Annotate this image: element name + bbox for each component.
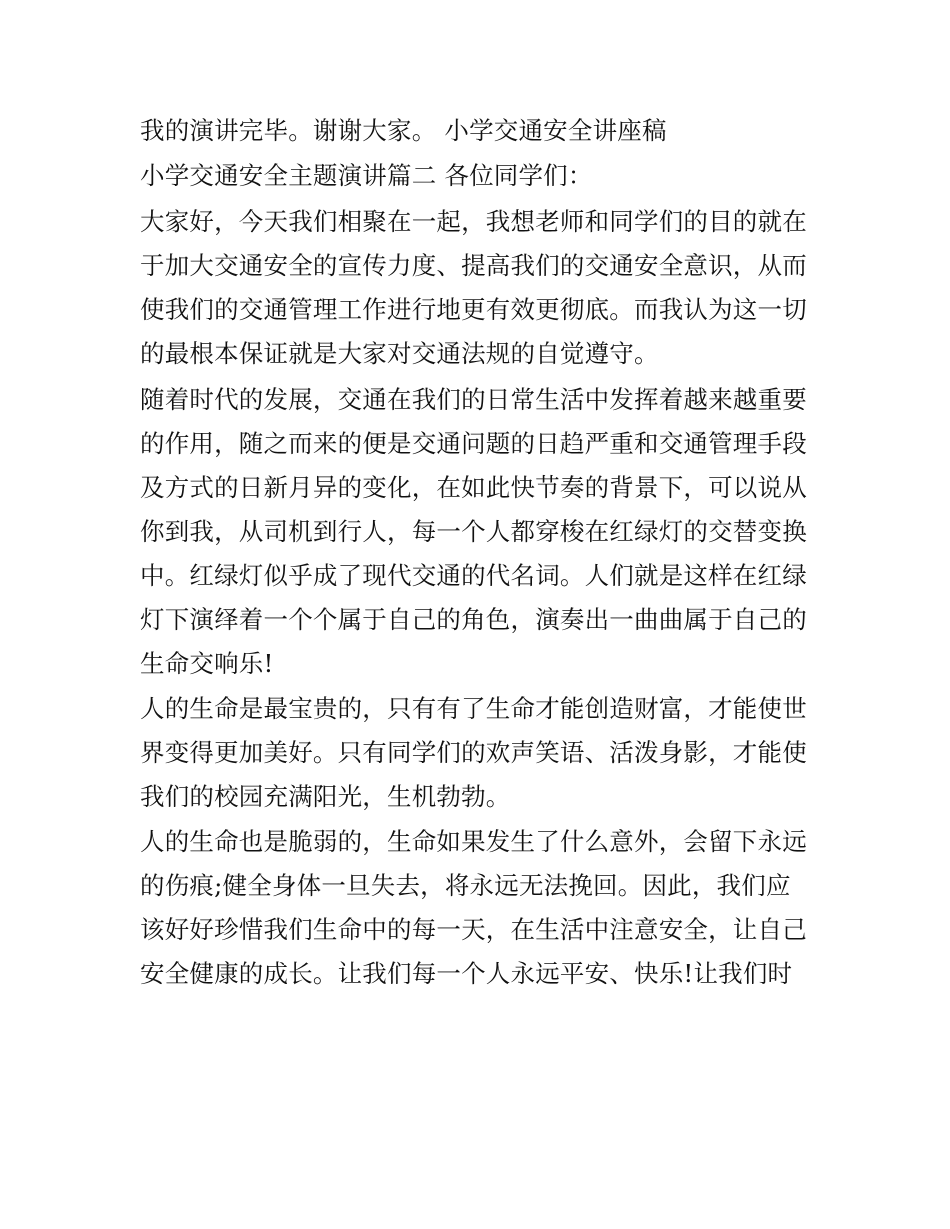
text-line: 生命交响乐! [140,649,274,678]
text-line: 大家好，今天我们相聚在一起，我想老师和同学们的目的就在 [140,207,807,236]
text-line: 界变得更加美好。只有同学们的欢声笑语、活泼身影，才能使 [140,738,807,767]
text-line: 我们的校园充满阳光，生机勃勃。 [140,782,511,811]
text-line: 随着时代的发展，交通在我们的日常生活中发挥着越来越重要 [140,385,807,414]
text-line: 及方式的日新月异的变化，在如此快节奏的背景下，可以说从 [140,473,807,502]
text-line: 安全健康的成长。让我们每一个人永远平安、快乐!让我们时 [140,959,793,988]
text-line: 的最根本保证就是大家对交通法规的自觉遵守。 [140,339,659,368]
text-line: 中。红绿灯似乎成了现代交通的代名词。人们就是这样在红绿 [140,561,807,590]
text-line: 我的演讲完毕。谢谢大家。 小学交通安全讲座稿 [140,116,667,145]
text-line: 于加大交通安全的宣传力度、提高我们的交通安全意识，从而 [140,251,807,280]
text-line: 人的生命也是脆弱的，生命如果发生了什么意外，会留下永远 [140,827,807,856]
text-line: 该好好珍惜我们生命中的每一天，在生活中注意安全，让自己 [140,915,807,944]
document-body [140,108,820,996]
text-line: 使我们的交通管理工作进行地更有效更彻底。而我认为这一切 [140,295,807,324]
text-line: 人的生命是最宝贵的，只有有了生命才能创造财富，才能使世 [140,694,807,723]
text-line: 的伤痕;健全身体一旦失去，将永远无法挽回。因此，我们应 [140,871,791,900]
text-line: 你到我，从司机到行人，每一个人都穿梭在红绿灯的交替变换 [140,517,807,546]
text-line: 灯下演绎着一个个属于自己的角色，演奏出一曲曲属于自己的 [140,605,807,634]
text-line: 小学交通安全主题演讲篇二 各位同学们： [140,161,593,190]
text-line: 的作用，随之而来的便是交通问题的日趋严重和交通管理手段 [140,429,807,458]
